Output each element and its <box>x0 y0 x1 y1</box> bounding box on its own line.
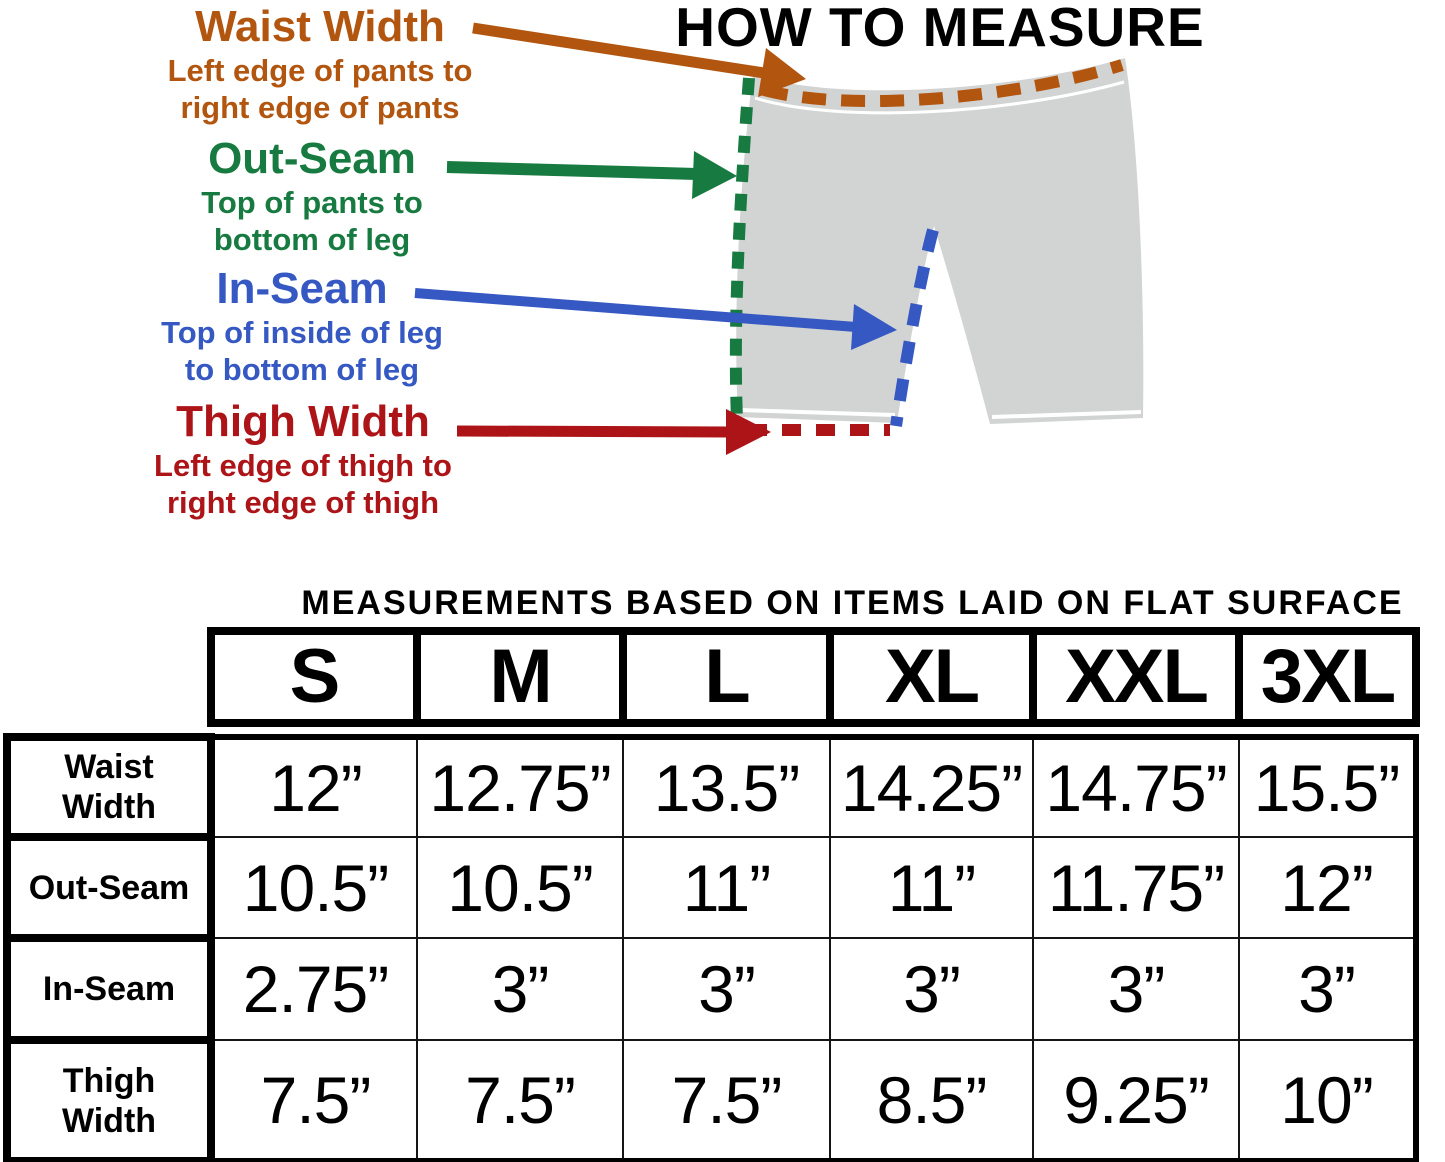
thigh-width-s: 7.5” <box>211 1040 417 1161</box>
legend-thigh-width <box>98 399 508 521</box>
size-header-cell: 3XL <box>1239 631 1416 723</box>
legend-thigh-width-label: Thigh Width <box>176 397 430 446</box>
waist-width-l: 13.5” <box>623 737 830 837</box>
thigh-width-xxl: 9.25” <box>1033 1040 1239 1161</box>
size-header-cell: XXL <box>1033 631 1239 723</box>
size-header-cell: XL <box>830 631 1033 723</box>
legend-in-seam-label: In-Seam <box>216 264 388 313</box>
in-seam-l: 3” <box>623 938 830 1040</box>
table-row <box>7 737 1416 837</box>
row-label-in-seam: In-Seam <box>7 938 211 1040</box>
out-seam-3xl: 12” <box>1239 837 1416 938</box>
row-label-thigh-width: Thigh Width <box>7 1040 211 1161</box>
waist-width-s: 12” <box>211 737 417 837</box>
page-title: HOW TO MEASURE <box>675 0 1205 58</box>
thigh-width-xl: 8.5” <box>830 1040 1033 1161</box>
in-seam-m: 3” <box>417 938 623 1040</box>
row-label-out-seam: Out-Seam <box>7 837 211 938</box>
out-seam-xxl: 11.75” <box>1033 837 1239 938</box>
table-row <box>7 1040 1416 1161</box>
legend-out-seam-desc: Top of pants to bottom of leg <box>201 185 423 257</box>
legend-out-seam <box>112 136 512 258</box>
thigh-width-l: 7.5” <box>623 1040 830 1161</box>
waist-width-xxl: 14.75” <box>1033 737 1239 837</box>
table-row <box>211 631 1416 723</box>
out-seam-s: 10.5” <box>211 837 417 938</box>
out-seam-xl: 11” <box>830 837 1033 938</box>
table-row <box>7 938 1416 1040</box>
table-row <box>7 837 1416 938</box>
size-header-cell: S <box>211 631 417 723</box>
out-seam-l: 11” <box>623 837 830 938</box>
out-seam-m: 10.5” <box>417 837 623 938</box>
measurements-table <box>3 733 1419 1162</box>
in-seam-s: 2.75” <box>211 938 417 1040</box>
legend-waist-width <box>120 4 520 126</box>
waist-width-xl: 14.25” <box>830 737 1033 837</box>
size-header-row <box>207 627 1420 727</box>
in-seam-3xl: 3” <box>1239 938 1416 1040</box>
legend-waist-width-label: Waist Width <box>195 2 445 51</box>
legend-thigh-width-desc: Left edge of thigh to right edge of thigh <box>154 448 452 520</box>
in-seam-xl: 3” <box>830 938 1033 1040</box>
legend-in-seam <box>102 266 502 388</box>
size-header-cell: L <box>623 631 830 723</box>
shorts-body <box>736 58 1143 424</box>
legend-waist-width-desc: Left edge of pants to right edge of pants <box>167 53 473 125</box>
in-seam-xxl: 3” <box>1033 938 1239 1040</box>
waist-width-3xl: 15.5” <box>1239 737 1416 837</box>
thigh-width-3xl: 10” <box>1239 1040 1416 1161</box>
waist-width-m: 12.75” <box>417 737 623 837</box>
size-header-cell: M <box>417 631 623 723</box>
legend-out-seam-label: Out-Seam <box>208 134 416 183</box>
thigh-width-m: 7.5” <box>417 1040 623 1161</box>
table-title: MEASUREMENTS BASED ON ITEMS LAID ON FLAT SURFACE <box>301 584 1404 622</box>
legend-in-seam-desc: Top of inside of leg to bottom of leg <box>161 315 443 387</box>
row-label-waist-width: Waist Width <box>7 737 211 837</box>
